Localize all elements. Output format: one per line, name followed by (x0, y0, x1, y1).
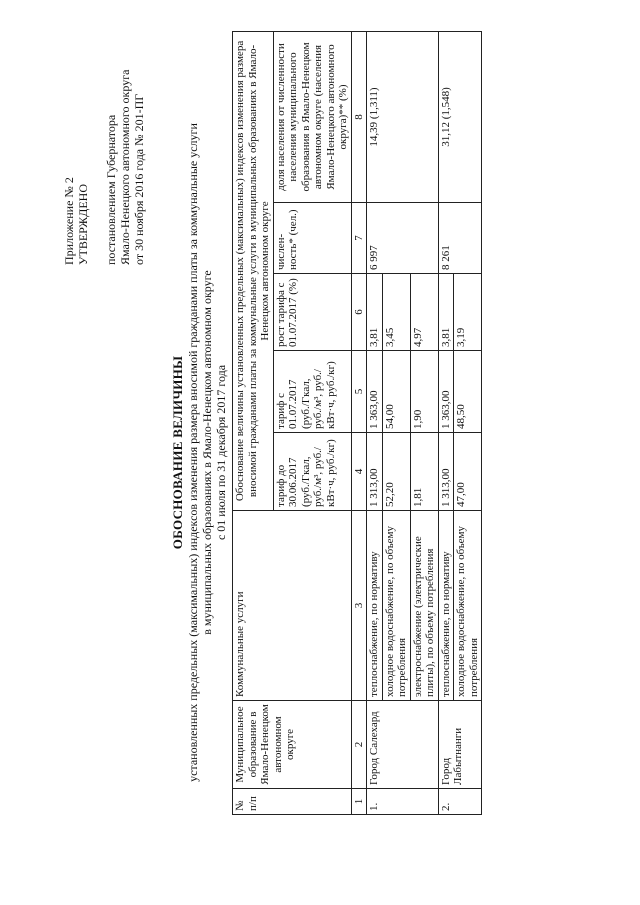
column-index: 5 (351, 351, 367, 433)
row-tariff-before: 1,81 (410, 433, 438, 511)
header-municipality: Муниципальное образование в Ямало-Ненецком автономном округе (233, 701, 352, 789)
approval-block (62, 15, 146, 265)
document-subtitle (186, 60, 228, 845)
row-tariff-after: 1 363,00 (438, 351, 454, 433)
row-num: 2. (438, 789, 482, 815)
header-service: Коммунальные услуги (233, 511, 352, 701)
header-share: доля населения от численности населения муниципального образования в Ямало-Ненецком автономном округе (населения Ямало-Ненецкого автономного округа)** (%) (273, 31, 351, 202)
header-num: № п/п (233, 789, 352, 815)
row-municipality: Город Лабытнанги (438, 701, 482, 789)
row-tariff-after: 1 363,00 (367, 351, 383, 433)
row-service: холодное водоснабжение, по объему потребления (454, 511, 482, 701)
row-tariff-before: 1 313,00 (367, 433, 383, 511)
row-num: 1. (367, 789, 439, 815)
tariff-table (232, 31, 482, 815)
row-service: электроснабжение (электрические плиты), по объему потребления (410, 511, 438, 701)
column-index: 3 (351, 511, 367, 701)
row-growth: 3,81 (438, 274, 454, 351)
table-row (438, 31, 454, 814)
row-tariff-before: 1 313,00 (438, 433, 454, 511)
row-growth: 4,97 (410, 274, 438, 351)
column-index: 1 (351, 789, 367, 815)
subtitle-line: с 01 июля по 31 декабря 2017 года (214, 364, 228, 541)
header-tariff-before: тариф до 30.06.2017 (руб./Гкал, руб./м³, руб./кВт·ч, руб./кг) (273, 433, 351, 511)
row-share: 14,39 (1,311) (367, 31, 439, 202)
row-service: теплоснабжение, по нормативу (367, 511, 383, 701)
header-row (233, 31, 274, 814)
subtitle-line: установленных предельных (максимальных) индексов изменения размера вносимой гражданами платы за коммунальные услуги (186, 123, 200, 782)
row-tariff-after: 48,50 (454, 351, 482, 433)
subtitle-line: в муниципальных образованиях в Ямало-Ненецком автономном округе (200, 270, 214, 635)
decree-line: постановлением Губернатора (104, 114, 118, 265)
row-growth: 3,19 (454, 274, 482, 351)
approved-label: УТВЕРЖДЕНО (76, 183, 90, 265)
header-justification: Обоснование величины установленных предельных (максимальных) индексов изменения размера вносимой гражданами платы за коммунальные услуги в муниципальных образованиях в Ямало-Ненецком автономном округе (233, 31, 274, 510)
row-growth: 3,81 (367, 274, 383, 351)
decree-date: от 30 ноября 2016 года № 201-ПГ (132, 93, 146, 265)
header-growth: рост тарифа с 01.07.2017 (%) (273, 274, 351, 351)
row-share: 31,12 (1,548) (438, 31, 482, 202)
row-growth: 3,45 (382, 274, 410, 351)
row-tariff-after: 54,00 (382, 351, 410, 433)
document-title: ОБОСНОВАНИЕ ВЕЛИЧИНЫ (170, 355, 185, 550)
column-index: 7 (351, 203, 367, 274)
row-population: 6 997 (367, 203, 439, 274)
column-index: 4 (351, 433, 367, 511)
row-service: теплоснабжение, по нормативу (438, 511, 454, 701)
row-service: холодное водоснабжение, по объему потребления (382, 511, 410, 701)
appendix-label: Приложение № 2 (62, 177, 76, 265)
row-municipality: Город Салехард (367, 701, 439, 789)
row-tariff-before: 52,20 (382, 433, 410, 511)
header-population: числен-ность* (чел.) (273, 203, 351, 274)
decree-line: Ямало-Ненецкого автономного округа (118, 69, 132, 265)
column-index-row (351, 31, 367, 814)
row-tariff-before: 47,00 (454, 433, 482, 511)
column-index: 8 (351, 31, 367, 202)
row-population: 8 261 (438, 203, 482, 274)
table-row (367, 31, 383, 814)
column-index: 2 (351, 701, 367, 789)
column-index: 6 (351, 274, 367, 351)
header-tariff-after: тариф с 01.07.2017 (руб./Гкал, руб./м³, руб./кВт·ч, руб./кг) (273, 351, 351, 433)
row-tariff-after: 1,90 (410, 351, 438, 433)
